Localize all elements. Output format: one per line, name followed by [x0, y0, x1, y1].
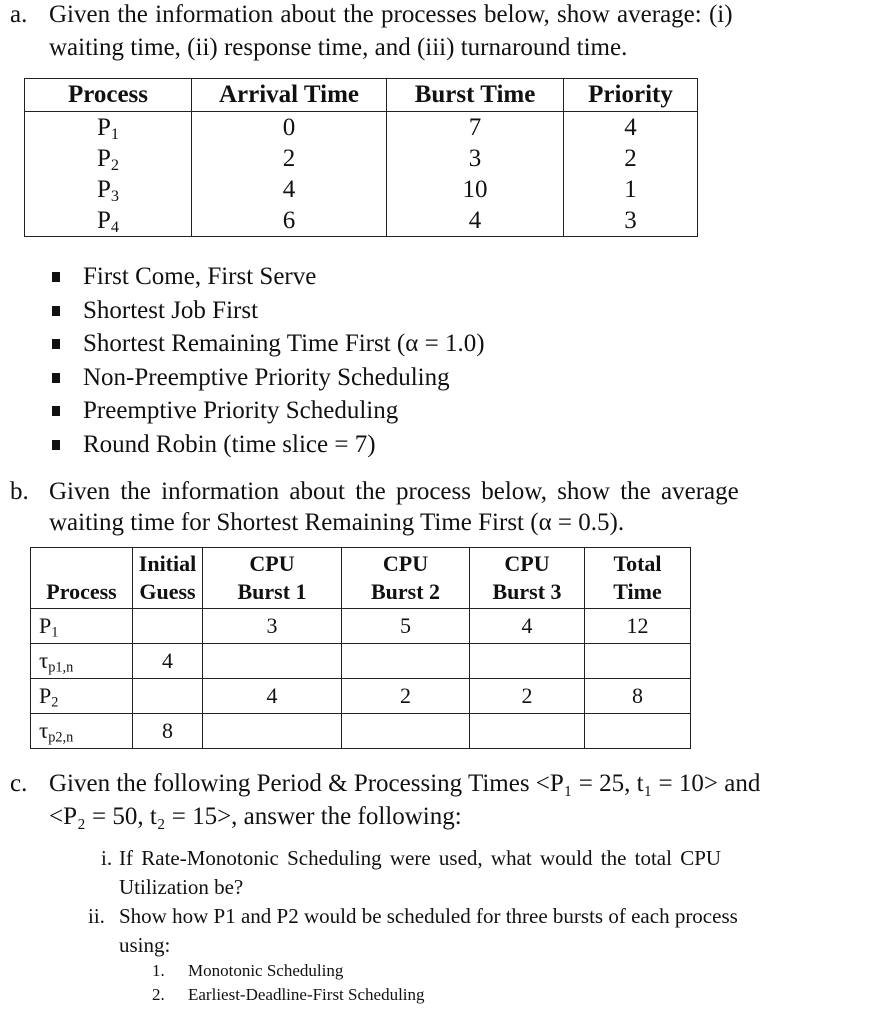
burst-cell: 5: [342, 609, 470, 644]
total-cell: [585, 644, 691, 679]
header-process: Process: [25, 79, 192, 112]
table-row: [25, 205, 698, 237]
part-c-ii-line-2: using:: [119, 933, 171, 957]
process-cell: $P_1$: [31, 609, 133, 644]
burst-cell: 2: [342, 679, 470, 714]
burst-cell: [203, 714, 342, 749]
priority-cell: 4: [564, 112, 698, 144]
burst-cell: 3: [203, 609, 342, 644]
process-cell: $P_3$: [25, 174, 192, 205]
part-c-i-line-2: Utilization be?: [119, 875, 244, 899]
process-cell: $P_4$: [25, 205, 192, 237]
part-b-label: b.: [10, 478, 29, 505]
process-cell: $P_2$: [31, 679, 133, 714]
header-total-time: Total Time: [585, 548, 691, 609]
priority-cell: 2: [564, 143, 698, 174]
part-c-ii-line-1: Show how P1 and P2 would be scheduled for three bursts of each process: [119, 904, 738, 928]
bullet-square-icon: [52, 373, 60, 383]
guess-cell: [133, 679, 203, 714]
part-c-sub-1: Monotonic Scheduling: [188, 961, 344, 980]
part-a-label: a.: [10, 1, 28, 28]
header-initial-guess: Initial Guess: [133, 548, 203, 609]
burst-cell: 4: [203, 679, 342, 714]
guess-cell: 4: [133, 644, 203, 679]
list-item: Shortest Remaining Time First (α = 1.0): [52, 327, 485, 361]
list-item: First Come, First Serve: [52, 260, 485, 294]
table-row: [25, 112, 698, 144]
bullet-square-icon: [52, 272, 60, 282]
part-c-ii-label: ii.: [88, 904, 105, 928]
list-item: Non-Preemptive Priority Scheduling: [52, 361, 485, 395]
process-cell: $P_1$: [25, 112, 192, 144]
part-c-sub-2-label: 2.: [152, 985, 165, 1004]
burst-cell: 7: [387, 112, 564, 144]
algorithm-list: [52, 260, 485, 462]
total-cell: [585, 714, 691, 749]
burst-cell: [470, 714, 585, 749]
header-cpu-burst-2: CPU Burst 2: [342, 548, 470, 609]
tau-cell: $\tau_{p1,n}$: [31, 644, 133, 679]
bullet-square-icon: [52, 339, 60, 349]
guess-cell: [133, 609, 203, 644]
bullet-square-icon: [52, 440, 60, 450]
table-row: [25, 174, 698, 205]
part-c-line-2: <P₂ = 50, t₂ = 15>, answer the following:: [49, 803, 462, 830]
arrival-cell: 0: [192, 112, 387, 144]
arrival-cell: 4: [192, 174, 387, 205]
priority-cell: 3: [564, 205, 698, 237]
process-table-b: [30, 547, 691, 749]
priority-cell: 1: [564, 174, 698, 205]
part-c-sub-1-label: 1.: [152, 961, 165, 980]
table-row: [31, 644, 691, 679]
list-item: Preemptive Priority Scheduling: [52, 394, 485, 428]
arrival-cell: 6: [192, 205, 387, 237]
header-priority: Priority: [564, 79, 698, 112]
arrival-cell: 2: [192, 143, 387, 174]
header-burst-time: Burst Time: [387, 79, 564, 112]
part-b-line-1: Given the information about the process below, show the average: [49, 478, 739, 505]
process-cell: $P_2$: [25, 143, 192, 174]
table-row: [31, 714, 691, 749]
burst-cell: 3: [387, 143, 564, 174]
header-cpu-burst-1: CPU Burst 1: [203, 548, 342, 609]
burst-cell: 10: [387, 174, 564, 205]
burst-cell: [203, 644, 342, 679]
part-a-line-2: waiting time, (ii) response time, and (iii) turnaround time.: [49, 34, 628, 61]
part-b-line-2: waiting time for Shortest Remaining Time First (α = 0.5).: [49, 509, 625, 536]
part-a-line-1: Given the information about the processes below, show average: (i): [49, 1, 733, 28]
burst-cell: [342, 644, 470, 679]
header-cpu-burst-3: CPU Burst 3: [470, 548, 585, 609]
burst-cell: [342, 714, 470, 749]
table-row: [31, 609, 691, 644]
burst-cell: 2: [470, 679, 585, 714]
total-cell: 12: [585, 609, 691, 644]
burst-cell: 4: [470, 609, 585, 644]
list-item: Shortest Job First: [52, 294, 485, 328]
part-c-label: c.: [10, 770, 28, 797]
header-arrival-time: Arrival Time: [192, 79, 387, 112]
tau-cell: $\tau_{p2,n}$: [31, 714, 133, 749]
part-c-i-label: i.: [101, 846, 113, 870]
header-process: Process: [31, 548, 133, 609]
table-row: [31, 679, 691, 714]
guess-cell: 8: [133, 714, 203, 749]
bullet-square-icon: [52, 306, 60, 316]
part-c-sub-2: Earliest-Deadline-First Scheduling: [188, 985, 425, 1004]
burst-cell: [470, 644, 585, 679]
part-c-line-1: Given the following Period & Processing Times <P₁ = 25, t₁ = 10> and: [49, 770, 761, 797]
total-cell: 8: [585, 679, 691, 714]
table-row: [25, 143, 698, 174]
bullet-square-icon: [52, 406, 60, 416]
part-c-i-line-1: If Rate-Monotonic Scheduling were used, what would the total CPU: [119, 846, 722, 870]
list-item: Round Robin (time slice = 7): [52, 428, 485, 462]
process-table-a: [24, 78, 698, 237]
burst-cell: 4: [387, 205, 564, 237]
